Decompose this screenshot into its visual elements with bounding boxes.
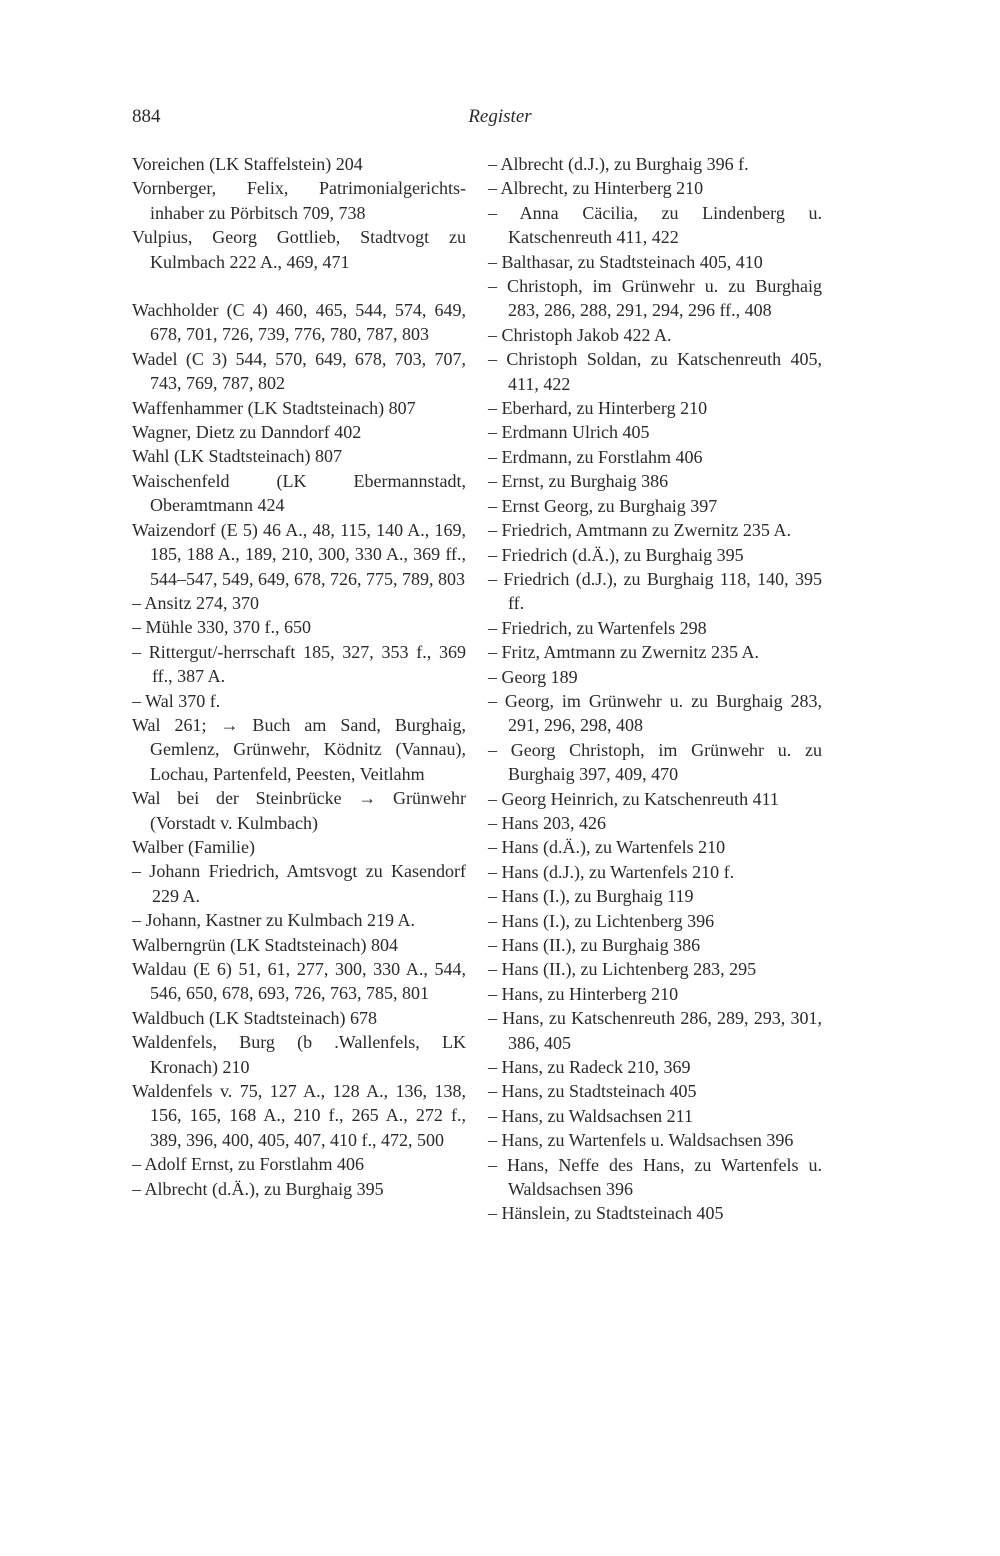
- index-subentry: – Ernst Georg, zu Burghaig 397: [488, 495, 718, 516]
- index-subentry: – Johann Friedrich, Amtsvogt zu Kasendorf 229 A.: [132, 861, 466, 906]
- index-entry: Wagner, Dietz zu Danndorf 402: [132, 422, 362, 443]
- index-subentry: – Georg, im Grünwehr u. zu Burghaig 283, 291, 296, 298, 408: [488, 690, 822, 736]
- index-subentry: – Adolf Ernst, zu Forstlahm 406: [132, 1154, 364, 1175]
- index-entry: Waldau (E 6) 51, 61, 277, 300, 330 A., 544, 546, 650, 678, 693, 726, 763, 785, 801: [132, 959, 466, 1004]
- index-subentry: – Hans, zu Wartenfels u. Waldsachsen 396: [488, 1130, 794, 1151]
- index-entry: Voreichen (LK Staffelstein) 204: [132, 154, 363, 174]
- index-subentry: – Friedrich (d.Ä.), zu Burghaig 395: [488, 544, 744, 565]
- index-subentry: – Christoph, im Grünwehr u. zu Burghaig 283, 286, 288, 291, 294, 296 ff., 408: [488, 276, 822, 321]
- index-subentry: – Hans, zu Radeck 210, 369: [488, 1057, 691, 1078]
- index-subentry: – Friedrich (d.J.), zu Burghaig 118, 140, 395 ff.: [488, 568, 822, 614]
- index-subentry: – Eberhard, zu Hinterberg 210: [488, 398, 708, 419]
- index-subentry: – Hans (I.), zu Burghaig 119: [488, 886, 694, 907]
- index-subentry: – Georg 189: [488, 666, 578, 687]
- index-entry: Vulpius, Georg Gottlieb, Stadtvogt zu Kulmbach 222 A., 469, 471: [132, 227, 466, 272]
- index-subentry: – Mühle 330, 370 f., 650: [132, 617, 311, 638]
- index-subentry: – Fritz, Amtmann zu Zwernitz 235 A.: [488, 642, 759, 663]
- index-subentry: – Hans 203, 426: [488, 812, 606, 833]
- index-entry: Wadel (C 3) 544, 570, 649, 678, 703, 707, 743, 769, 787, 802: [132, 348, 466, 394]
- index-subentry: – Christoph Jakob 422 A.: [488, 324, 672, 345]
- index-subentry: – Albrecht (d.Ä.), zu Burghaig 395: [132, 1178, 384, 1199]
- running-title: Register: [468, 106, 532, 127]
- index-entry: Waizendorf (E 5) 46 A., 48, 115, 140 A., 169, 185, 188 A., 189, 210, 300, 330 A., 369 ff., 544–547, 549, 649, 678, 726, 775, 789, 803: [132, 519, 466, 589]
- index-column-left: [132, 152, 466, 1201]
- index-entry: Waldbuch (LK Stadtsteinach) 678: [132, 1007, 377, 1028]
- index-subentry: – Christoph Soldan, zu Katschenreuth 405, 411, 422: [488, 349, 822, 394]
- index-subentry: – Friedrich, zu Wartenfels 298: [488, 617, 707, 638]
- index-subentry: – Anna Cäcilia, zu Lindenberg u. Katschenreuth 411, 422: [488, 202, 822, 248]
- index-entry: Waldenfels v. 75, 127 A., 128 A., 136, 138, 156, 165, 168 A., 210 f., 265 A., 272 f., 389, 396, 400, 405, 407, 410 f., 472, 500: [132, 1081, 466, 1150]
- index-entry: Wahl (LK Stadtsteinach) 807: [132, 446, 342, 467]
- index-entry: Walberngrün (LK Stadtsteinach) 804: [132, 934, 398, 955]
- index-subentry: – Georg Christoph, im Grünwehr u. zu Burghaig 397, 409, 470: [488, 739, 822, 785]
- page-number: 884: [132, 106, 161, 127]
- index-subentry: – Hans (d.Ä.), zu Wartenfels 210: [488, 837, 726, 858]
- index-subentry: – Hans, Neffe des Hans, zu Wartenfels u. Waldsachsen 396: [488, 1154, 822, 1200]
- index-subentry: – Hans (II.), zu Burghaig 386: [488, 935, 701, 955]
- index-entry: Waffenhammer (LK Stadtsteinach) 807: [132, 397, 416, 418]
- index-subentry: – Erdmann Ulrich 405: [488, 422, 650, 443]
- index-subentry: – Albrecht (d.J.), zu Burghaig 396 f.: [488, 154, 749, 174]
- index-subentry: – Hans (I.), zu Lichtenberg 396: [488, 910, 715, 931]
- index-subentry: – Hans (II.), zu Lichtenberg 283, 295: [488, 959, 757, 980]
- index-subentry: – Friedrich, Amtmann zu Zwernitz 235 A.: [488, 520, 791, 541]
- index-entry: Wal 261; → Buch am Sand, Burghaig, Gemlenz, Grünwehr, Ködnitz (Vannau), Lochau, Partenfeld, Peesten, Veitlahm: [132, 714, 466, 784]
- index-subentry: – Hans (d.J.), zu Wartenfels 210 f.: [488, 861, 735, 882]
- index-entry: Waldenfels, Burg (b .Wallenfels, LK Kronach) 210: [132, 1032, 466, 1077]
- index-column-right: [488, 152, 822, 1226]
- index-subentry: – Hans, zu Katschenreuth 286, 289, 293, 301, 386, 405: [488, 1008, 822, 1053]
- index-subentry: – Georg Heinrich, zu Katschenreuth 411: [488, 788, 779, 809]
- index-subentry: – Hänslein, zu Stadtsteinach 405: [488, 1203, 724, 1224]
- index-entry: Wal bei der Steinbrücke → Grünwehr (Vorstadt v. Kulmbach): [132, 788, 466, 833]
- index-entry: Wachholder (C 4) 460, 465, 544, 574, 649, 678, 701, 726, 739, 776, 780, 787, 803: [132, 300, 466, 345]
- index-entry: Vornberger, Felix, Patrimonialgerichts-inhaber zu Pörbitsch 709, 738: [132, 178, 466, 223]
- index-subentry: – Ansitz 274, 370: [132, 592, 260, 613]
- index-subentry: – Rittergut/-herrschaft 185, 327, 353 f., 369 ff., 387 A.: [132, 641, 466, 687]
- index-subentry: – Hans, zu Stadtsteinach 405: [488, 1081, 697, 1102]
- index-subentry: – Erdmann, zu Forstlahm 406: [488, 446, 703, 467]
- index-subentry: – Balthasar, zu Stadtsteinach 405, 410: [488, 251, 763, 272]
- index-subentry: – Albrecht, zu Hinterberg 210: [488, 178, 704, 199]
- index-subentry: – Hans, zu Hinterberg 210: [488, 983, 679, 1004]
- index-subentry: – Hans, zu Waldsachsen 211: [488, 1105, 694, 1126]
- index-entry: Walber (Familie): [132, 836, 256, 857]
- index-subentry: – Wal 370 f.: [132, 690, 221, 711]
- index-subentry: – Ernst, zu Burghaig 386: [488, 471, 669, 492]
- index-subentry: – Johann, Kastner zu Kulmbach 219 A.: [132, 910, 415, 931]
- index-entry: Waischenfeld (LK Ebermannstadt, Oberamtmann 424: [132, 470, 466, 516]
